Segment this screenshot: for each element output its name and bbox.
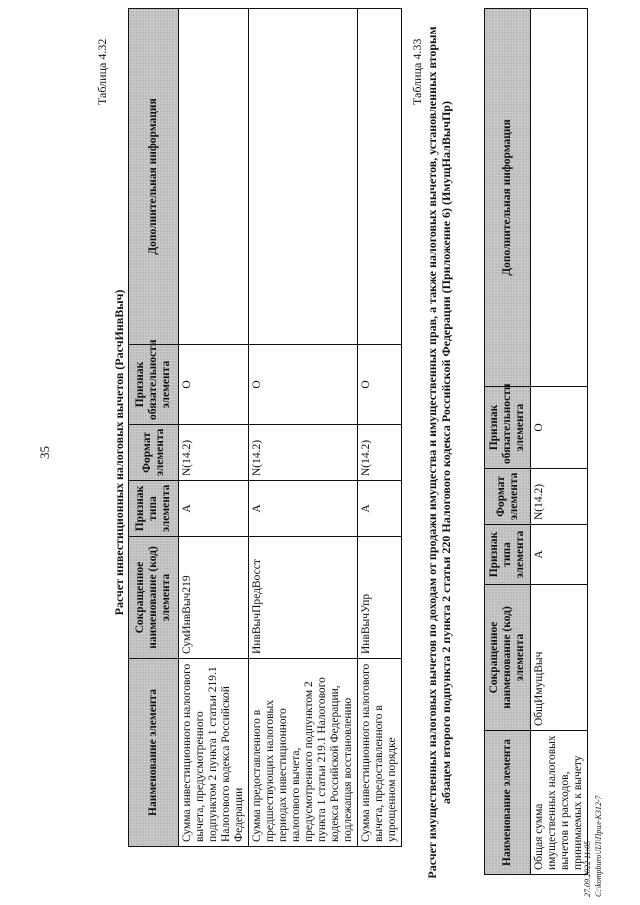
table-a-title: Расчет инвестиционных налоговых вычетов (РасчИнвВыч) bbox=[112, 289, 126, 616]
table-a bbox=[128, 8, 402, 847]
table-b bbox=[484, 8, 588, 875]
cell-required: О bbox=[179, 345, 249, 425]
cell-name: Общая сумма имущественных налоговых вычетов и расходов, принимаемых к вычету bbox=[531, 731, 588, 875]
cell-type: А bbox=[249, 481, 358, 537]
table-row bbox=[358, 9, 402, 847]
table-b-header: Дополнительная информация bbox=[485, 9, 531, 387]
page-number: 35 bbox=[37, 446, 52, 459]
cell-code: ИнвВычПредВосст bbox=[249, 537, 358, 659]
table-row bbox=[179, 9, 249, 847]
table-a-header: Дополнительная информация bbox=[129, 9, 179, 345]
cell-format: N(14.2) bbox=[179, 425, 249, 481]
table-a-header: Формат элемента bbox=[129, 425, 179, 481]
cell-type: А bbox=[358, 481, 402, 537]
table-a-header: Признак типа элемента bbox=[129, 481, 179, 537]
table-b-header: Признак обязательности элемента bbox=[485, 387, 531, 469]
cell-info bbox=[358, 9, 402, 345]
cell-format: N(14.2) bbox=[249, 425, 358, 481]
cell-format: N(14.2) bbox=[358, 425, 402, 481]
table-a-header: Сокращенное наименование (код) элемента bbox=[129, 537, 179, 659]
table-a-header: Наименование элемента bbox=[129, 659, 179, 847]
cell-format: N(14.2) bbox=[531, 469, 588, 525]
table-b-label: Таблица 4.33 bbox=[410, 38, 424, 105]
cell-info bbox=[179, 9, 249, 345]
table-b-title: Расчет имущественных налоговых вычетов по доходам от продажи имущества и имущественных прав, а также налоговых вычетов, установленных вторым абзацем второго подпункта 2 пункта 2 статьи 220 Налогового кодекса Российской Федерации (Приложение 6) (ИмущНалВычПр) bbox=[425, 26, 453, 879]
table-b-header: Наименование элемента bbox=[485, 731, 531, 875]
cell-required: О bbox=[249, 345, 358, 425]
table-a-label: Таблица 4.32 bbox=[95, 38, 109, 105]
cell-name: Сумма инвестиционного налогового вычета, предусмотренного подпунктом 2 пункта 1 статьи 219.1 Налогового кодекса Российской Федерации bbox=[179, 659, 249, 847]
cell-code: СумИнвВыч219 bbox=[179, 537, 249, 659]
cell-info bbox=[531, 9, 588, 387]
footer-timestamp: 27.09.2022 11:05 bbox=[583, 840, 592, 897]
cell-type: А bbox=[531, 525, 588, 585]
table-row bbox=[531, 9, 588, 875]
cell-type: А bbox=[179, 481, 249, 537]
cell-code: ОбщИмущВыч bbox=[531, 585, 588, 731]
cell-name: Сумма предоставленного в предшествующих налоговых периодах инвестиционного налогового вычета, предусмотренного подпунктом 2 пункта 1 статьи 219.1 Налогового кодекса Российской Федерации, подлежащая восстановлению bbox=[249, 659, 358, 847]
table-b-header: Признак типа элемента bbox=[485, 525, 531, 585]
table-row bbox=[249, 9, 358, 847]
footer-filepath: C:\kompburo\ЛЛ\Прил-КЗ12-7 bbox=[594, 795, 603, 897]
cell-required: О bbox=[358, 345, 402, 425]
table-b-header: Сокращенное наименование (код) элемента bbox=[485, 585, 531, 731]
table-a-header: Признак обязательности элемента bbox=[129, 345, 179, 425]
cell-code: ИнвВычУпр bbox=[358, 537, 402, 659]
cell-info bbox=[249, 9, 358, 345]
cell-required: О bbox=[531, 387, 588, 469]
cell-name: Сумма инвестиционного налогового вычета, предоставленного в упрощенном порядке bbox=[358, 659, 402, 847]
table-b-header: Формат элемента bbox=[485, 469, 531, 525]
